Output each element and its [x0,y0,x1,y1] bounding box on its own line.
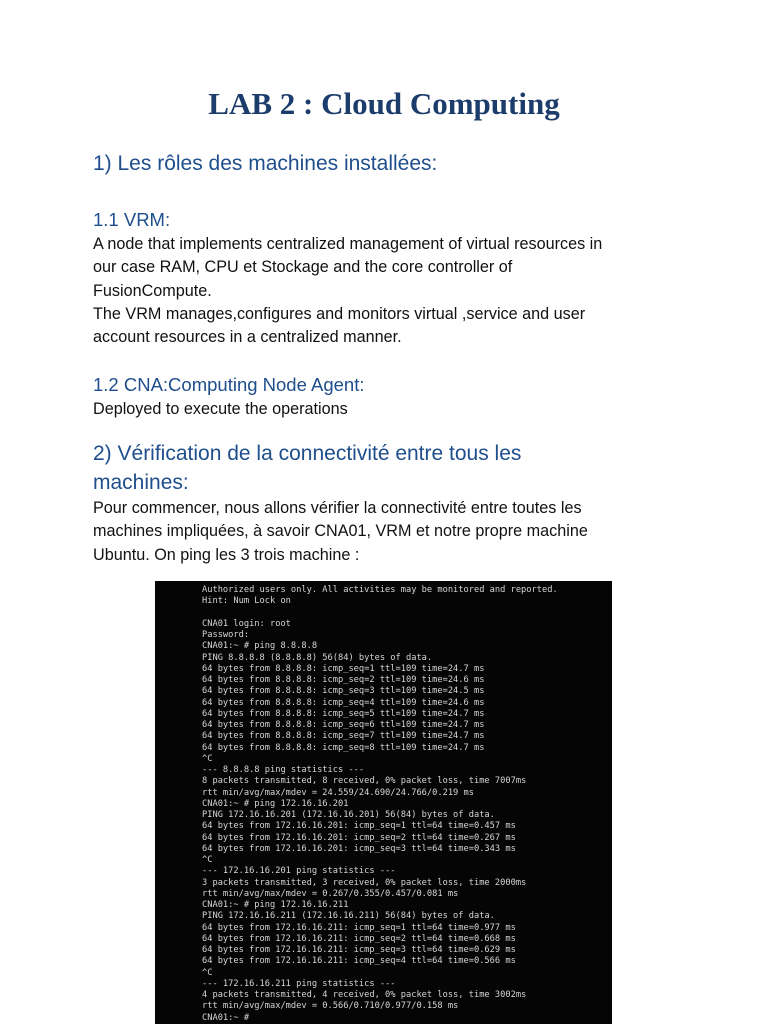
terminal-line: 64 bytes from 8.8.8.8: icmp_seq=5 ttl=109 time=24.7 ms [202,708,485,719]
terminal-line: PING 172.16.16.211 (172.16.16.211) 56(84) bytes of data. [202,911,495,922]
terminal-line: 64 bytes from 8.8.8.8: icmp_seq=3 ttl=109 time=24.5 ms [202,686,485,697]
terminal-line: Password: [202,630,250,640]
terminal-line: ^C [202,753,213,764]
paragraph-line: Deployed to execute the operations [93,400,348,418]
paragraph-line: Pour commencer, nous allons vérifier la connectivité entre toutes les [93,499,582,517]
section-2-heading [93,439,521,497]
terminal-line: 64 bytes from 8.8.8.8: icmp_seq=7 ttl=109 time=24.7 ms [202,731,485,742]
terminal-line: --- 172.16.16.211 ping statistics --- [202,978,396,989]
terminal-line: rtt min/avg/max/mdev = 0.267/0.355/0.457/0.081 ms [202,888,459,899]
terminal-line: 64 bytes from 172.16.16.201: icmp_seq=2 ttl=64 time=0.267 ms [202,832,516,843]
terminal-line: CNA01:~ # ping 172.16.16.211 [202,900,349,910]
paragraph-line: our case RAM, CPU et Stockage and the core controller of [93,258,513,277]
terminal-line: Hint: Num Lock on [202,596,291,607]
section-1-1-paragraph [93,233,693,349]
terminal-line: 64 bytes from 172.16.16.201: icmp_seq=1 ttl=64 time=0.457 ms [202,821,516,832]
paragraph-line: machines impliquées, à savoir CNA01, VRM et notre propre machine [93,522,588,541]
terminal-line: 64 bytes from 172.16.16.211: icmp_seq=3 ttl=64 time=0.629 ms [202,945,516,955]
heading-line: machines: [93,471,189,494]
terminal-line: --- 172.16.16.201 ping statistics --- [202,866,396,877]
terminal-line: 64 bytes from 8.8.8.8: icmp_seq=2 ttl=109 time=24.6 ms [202,675,485,685]
section-1-2-paragraph [93,398,693,421]
paragraph-line: FusionCompute. [93,281,212,300]
terminal-line: 64 bytes from 8.8.8.8: icmp_seq=4 ttl=109 time=24.6 ms [202,697,485,708]
paragraph-line: account resources in a centralized manner. [93,328,402,347]
terminal-line: Authorized users only. All activities may be monitored and reported. [202,585,558,595]
terminal-line: ^C [202,855,213,865]
section-2-paragraph [93,497,693,567]
terminal-line: 64 bytes from 8.8.8.8: icmp_seq=1 ttl=109 time=24.7 ms [202,663,485,674]
terminal-line: 8 packets transmitted, 8 received, 0% packet loss, time 7007ms [202,776,527,787]
section-1-1-heading: 1.1 VRM: [93,209,171,230]
terminal-line: 4 packets transmitted, 4 received, 0% packet loss, time 3002ms [202,990,527,1000]
terminal-line: 64 bytes from 8.8.8.8: icmp_seq=8 ttl=109 time=24.7 ms [202,742,485,753]
terminal-line: rtt min/avg/max/mdev = 24.559/24.690/24.766/0.219 ms [202,787,474,798]
terminal-line: PING 172.16.16.201 (172.16.16.201) 56(84) bytes of data. [202,810,495,820]
terminal-line: CNA01:~ # ping 8.8.8.8 [202,641,318,652]
terminal-line: 3 packets transmitted, 3 received, 0% packet loss, time 2000ms [202,877,527,888]
terminal-line: CNA01:~ # [202,1012,250,1023]
terminal-line: 64 bytes from 172.16.16.211: icmp_seq=4 ttl=64 time=0.566 ms [202,956,516,967]
document-title: LAB 2 : Cloud Computing [208,86,560,121]
section-1-2-heading: 1.2 CNA:Computing Node Agent: [93,374,365,395]
paragraph-line: The VRM manages,configures and monitors virtual ,service and user [93,304,586,323]
terminal-line: CNA01 login: root [202,618,291,629]
terminal-line: CNA01:~ # ping 172.16.16.201 [202,798,349,809]
terminal-line: --- 8.8.8.8 ping statistics --- [202,765,365,775]
terminal-line: 64 bytes from 172.16.16.211: icmp_seq=2 ttl=64 time=0.668 ms [202,933,516,944]
terminal-line: 64 bytes from 172.16.16.201: icmp_seq=3 ttl=64 time=0.343 ms [202,843,516,854]
paragraph-line: Ubuntu. On ping les 3 trois machine : [93,545,360,564]
terminal-line: 64 bytes from 8.8.8.8: icmp_seq=6 ttl=109 time=24.7 ms [202,720,485,730]
terminal-line: ^C [202,967,213,978]
heading-line: 2) Vérification de la connectivité entre tous les [93,442,522,465]
paragraph-line: A node that implements centralized management of virtual resources in [93,235,603,253]
terminal-line: PING 8.8.8.8 (8.8.8.8) 56(84) bytes of data. [202,652,433,663]
terminal-screenshot [155,581,612,1024]
terminal-line: 64 bytes from 172.16.16.211: icmp_seq=1 ttl=64 time=0.977 ms [202,922,516,933]
section-1-heading: 1) Les rôles des machines installées: [93,152,438,175]
terminal-output [155,581,612,1024]
terminal-line: rtt min/avg/max/mdev = 0.566/0.710/0.977/0.158 ms [202,1001,459,1012]
